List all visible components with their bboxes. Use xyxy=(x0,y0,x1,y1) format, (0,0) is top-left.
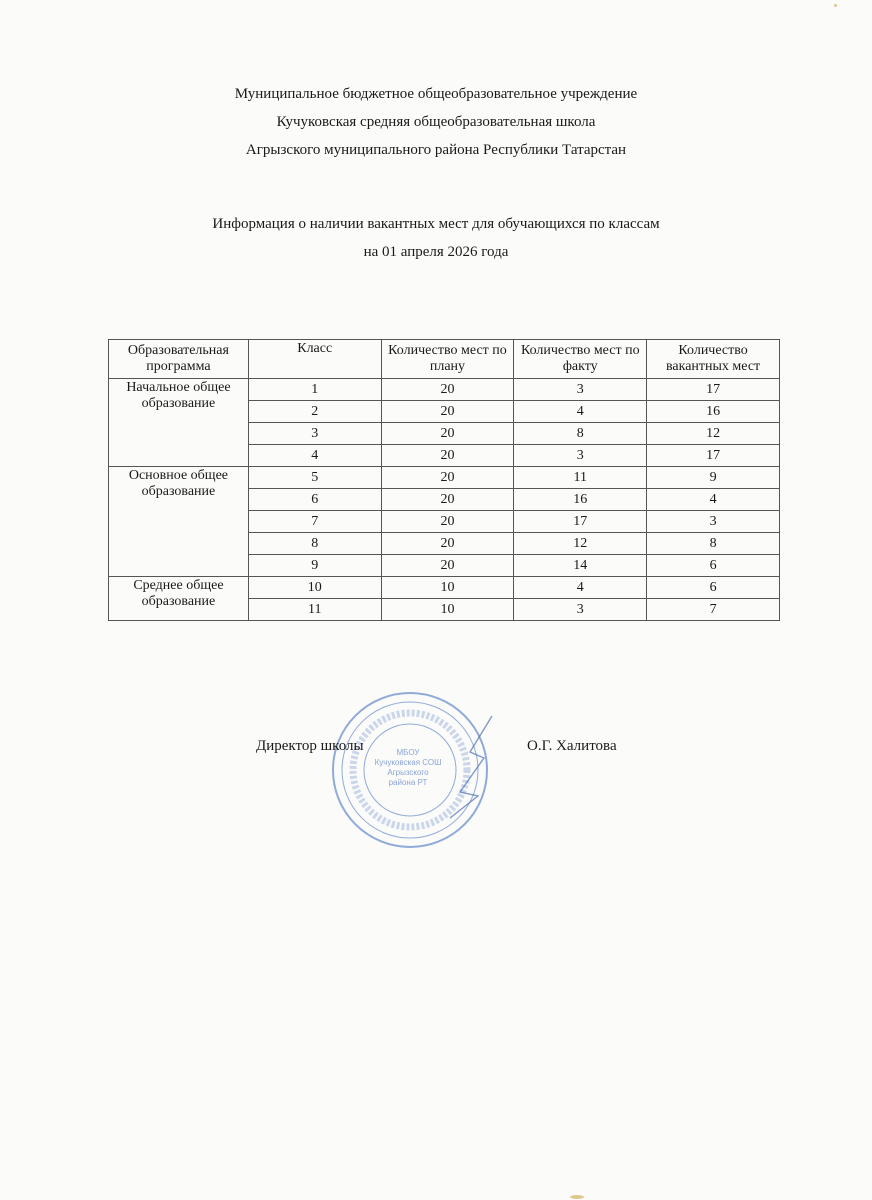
header-vacant: Количество вакантных мест xyxy=(647,340,780,379)
cell-vacant: 8 xyxy=(647,533,780,555)
paper-speck xyxy=(570,1195,584,1199)
cell-actual: 17 xyxy=(514,511,647,533)
cell-planned: 20 xyxy=(381,379,514,401)
cell-class: 11 xyxy=(248,599,381,621)
title-line-1: Информация о наличии вакантных мест для обучающихся по классам xyxy=(212,216,660,232)
table-row xyxy=(109,379,780,401)
cell-vacant: 12 xyxy=(647,423,780,445)
cell-actual: 16 xyxy=(514,489,647,511)
organization-header xyxy=(0,80,872,164)
cell-actual: 3 xyxy=(514,379,647,401)
cell-planned: 20 xyxy=(381,423,514,445)
cell-actual: 12 xyxy=(514,533,647,555)
signature-position: Директор школы xyxy=(256,738,364,754)
header-line-1: Муниципальное бюджетное общеобразовательное учреждение xyxy=(234,86,638,102)
cell-planned: 20 xyxy=(381,467,514,489)
paper-speck xyxy=(834,4,837,7)
cell-planned: 20 xyxy=(381,511,514,533)
cell-actual: 3 xyxy=(514,599,647,621)
cell-vacant: 6 xyxy=(647,577,780,599)
cell-class: 5 xyxy=(248,467,381,489)
program-primary: Начальное общее образование xyxy=(109,379,249,467)
cell-planned: 20 xyxy=(381,489,514,511)
title-line-2: на 01 апреля 2026 года xyxy=(363,244,509,260)
stamp-line-1: МБОУ xyxy=(396,748,420,757)
cell-class: 8 xyxy=(248,533,381,555)
header-actual: Количество мест по факту xyxy=(514,340,647,379)
cell-class: 10 xyxy=(248,577,381,599)
stamp-center-text xyxy=(362,748,454,788)
cell-class: 9 xyxy=(248,555,381,577)
cell-vacant: 4 xyxy=(647,489,780,511)
cell-actual: 3 xyxy=(514,445,647,467)
cell-vacant: 16 xyxy=(647,401,780,423)
cell-vacant: 9 xyxy=(647,467,780,489)
cell-actual: 14 xyxy=(514,555,647,577)
cell-vacant: 3 xyxy=(647,511,780,533)
cell-actual: 11 xyxy=(514,467,647,489)
cell-planned: 20 xyxy=(381,555,514,577)
table-header-row xyxy=(109,340,780,379)
cell-planned: 20 xyxy=(381,445,514,467)
stamp-line-2: Кучуковская СОШ xyxy=(374,758,442,767)
cell-actual: 4 xyxy=(514,401,647,423)
cell-actual: 8 xyxy=(514,423,647,445)
cell-vacant: 17 xyxy=(647,379,780,401)
header-line-3: Агрызского муниципального района Республики Татарстан xyxy=(245,142,627,158)
cell-vacant: 7 xyxy=(647,599,780,621)
header-planned: Количество мест по плану xyxy=(381,340,514,379)
cell-actual: 4 xyxy=(514,577,647,599)
cell-class: 4 xyxy=(248,445,381,467)
cell-planned: 20 xyxy=(381,533,514,555)
header-line-2: Кучуковская средняя общеобразовательная школа xyxy=(276,114,596,130)
cell-class: 6 xyxy=(248,489,381,511)
stamp-line-4: района РТ xyxy=(388,778,428,787)
vacancies-table xyxy=(108,339,780,621)
cell-planned: 10 xyxy=(381,577,514,599)
cell-vacant: 6 xyxy=(647,555,780,577)
stamp-line-3: Агрызского xyxy=(387,768,429,777)
program-basic: Основное общее образование xyxy=(109,467,249,577)
signature-name: О.Г. Халитова xyxy=(527,738,617,754)
cell-class: 3 xyxy=(248,423,381,445)
cell-class: 2 xyxy=(248,401,381,423)
program-secondary: Среднее общее образование xyxy=(109,577,249,621)
cell-class: 1 xyxy=(248,379,381,401)
document-title xyxy=(0,210,872,266)
cell-planned: 10 xyxy=(381,599,514,621)
cell-class: 7 xyxy=(248,511,381,533)
cell-vacant: 17 xyxy=(647,445,780,467)
table-row xyxy=(109,577,780,599)
header-class: Класс xyxy=(248,340,381,379)
cell-planned: 20 xyxy=(381,401,514,423)
header-program: Образовательная программа xyxy=(109,340,249,379)
table-row xyxy=(109,467,780,489)
